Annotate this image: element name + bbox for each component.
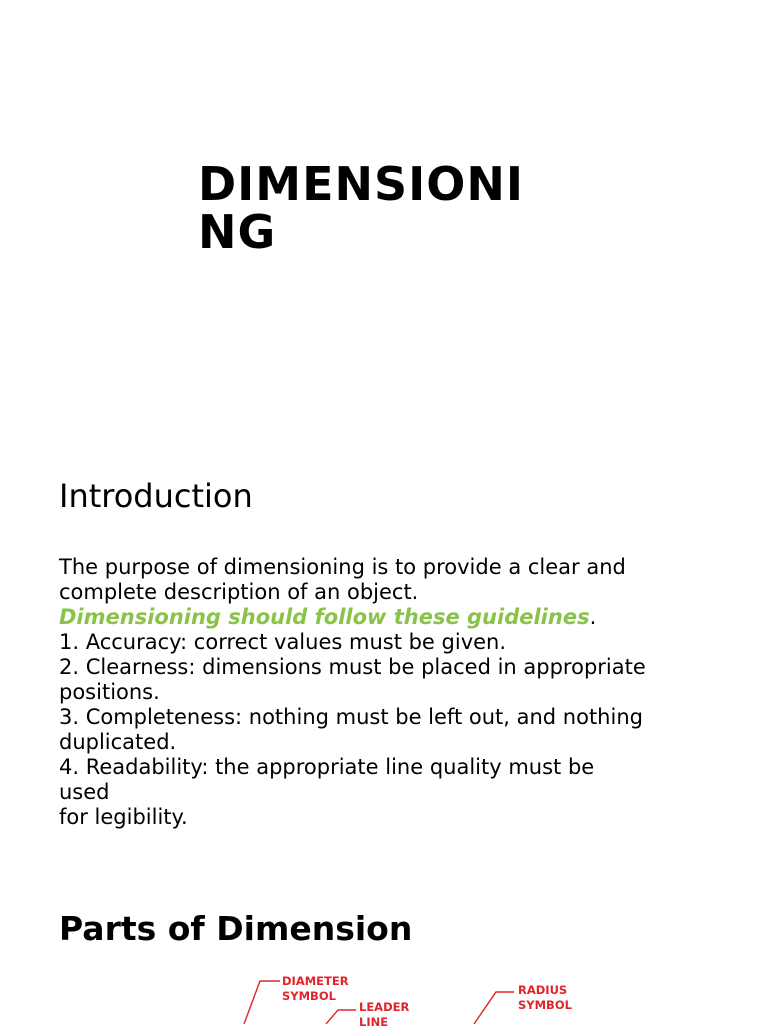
introduction-body <box>59 555 729 830</box>
radius-label-line1: RADIUS <box>518 983 568 997</box>
parts-of-dimension-heading: Parts of Dimension <box>59 909 413 948</box>
diameter-leader-line <box>244 981 280 1024</box>
guideline-item-2: 2. Clearness: dimensions must be placed in appropriate <box>59 655 646 679</box>
diameter-label-line2: SYMBOL <box>282 989 336 1003</box>
intro-paragraph-line: complete description of an object. <box>59 580 419 604</box>
radius-label-line2: SYMBOL <box>518 998 572 1012</box>
guideline-item-4-cont: used <box>59 780 110 804</box>
guideline-item-1: 1. Accuracy: correct values must be given. <box>59 630 507 654</box>
guideline-line <box>59 605 729 630</box>
introduction-heading: Introduction <box>59 477 253 515</box>
intro-paragraph-line: The purpose of dimensioning is to provide a clear and <box>59 555 626 579</box>
diameter-label-line1: DIAMETER <box>282 974 349 988</box>
radius-leader-line <box>474 992 514 1024</box>
guideline-emphasis: Dimensioning should follow these guidelines <box>59 605 590 629</box>
leader-label-line1: LEADER <box>359 1000 410 1014</box>
dimension-parts-diagram <box>230 968 630 1029</box>
guideline-item-4: 4. Readability: the appropriate line quality must be <box>59 755 595 779</box>
leader-line-pointer <box>326 1010 356 1024</box>
guideline-item-2-cont: positions. <box>59 680 160 704</box>
guideline-item-3-cont: duplicated. <box>59 730 177 754</box>
page-title: DIMENSIONING <box>198 157 524 259</box>
leader-label-line2: LINE <box>359 1015 389 1029</box>
guideline-item-4-cont2: for legibility. <box>59 805 188 829</box>
guideline-item-3: 3. Completeness: nothing must be left out, and nothing <box>59 705 643 729</box>
guideline-punctuation: . <box>589 605 597 629</box>
